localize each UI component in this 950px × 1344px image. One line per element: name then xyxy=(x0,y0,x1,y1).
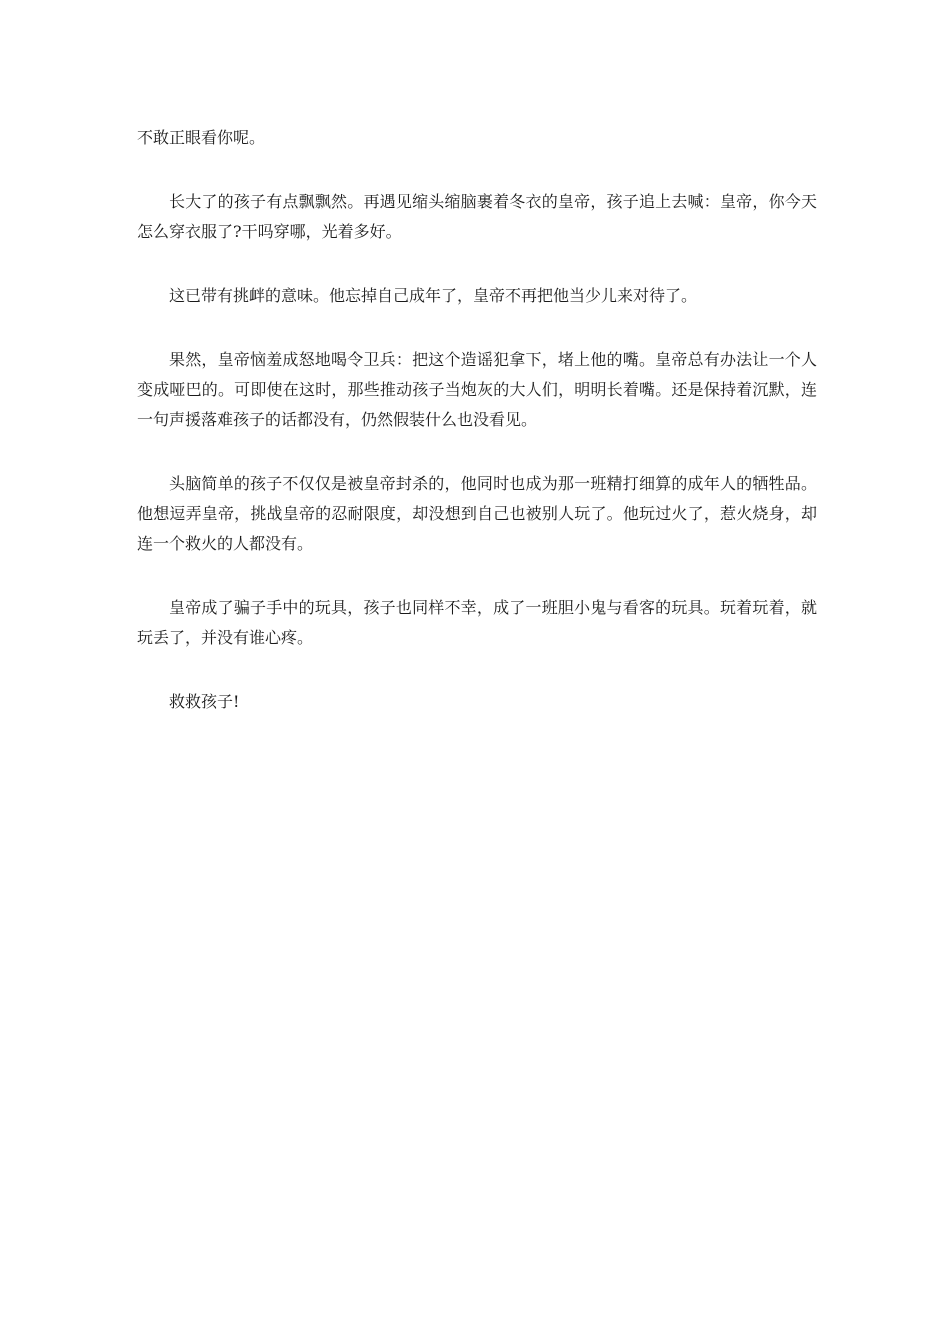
paragraph: 头脑简单的孩子不仅仅是被皇帝封杀的，他同时也成为那一班精打细算的成年人的牺牲品。他想逗弄皇帝，挑战皇帝的忍耐限度，却没想到自己也被别人玩了。他玩过火了，惹火烧身，却连一个救火的人都没有。 xyxy=(137,474,817,553)
closing-line: 救救孩子! xyxy=(169,692,240,711)
paragraph: 皇帝成了骗子手中的玩具，孩子也同样不幸，成了一班胆小鬼与看客的玩具。玩着玩着，就玩丢了，并没有谁心疼。 xyxy=(137,598,817,647)
paragraph: 果然，皇帝恼羞成怒地喝令卫兵：把这个造谣犯拿下，堵上他的嘴。皇帝总有办法让一个人变成哑巴的。可即使在这时，那些推动孩子当炮灰的大人们，明明长着嘴。还是保持着沉默，连一句声援落难孩子的话都没有，仍然假装什么也没看见。 xyxy=(137,350,817,429)
paragraph: 长大了的孩子有点飘飘然。再遇见缩头缩脑裹着冬衣的皇帝，孩子追上去喊：皇帝，你今天怎么穿衣服了?干吗穿哪，光着多好。 xyxy=(137,192,817,241)
document-body xyxy=(137,123,817,751)
paragraph-continuation: 不敢正眼看你呢。 xyxy=(137,128,266,147)
paragraph: 这已带有挑衅的意味。他忘掉自己成年了，皇帝不再把他当少儿来对待了。 xyxy=(169,286,698,305)
